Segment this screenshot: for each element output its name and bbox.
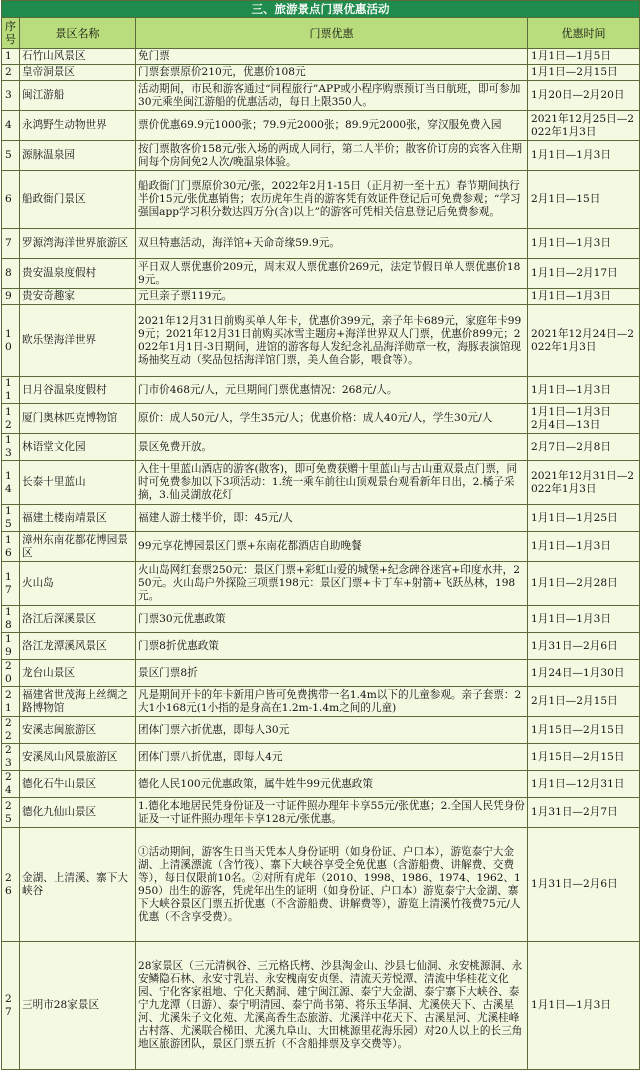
row-time: 2月1日—15日	[528, 171, 640, 229]
row-time: 1月1日—12月31日	[528, 771, 640, 798]
row-number: 6	[2, 171, 20, 229]
row-scenic-name: 永鸿野生动物世界	[20, 111, 136, 141]
row-number: 10	[2, 305, 20, 377]
row-time: 2021年12月24日—2022年1月3日	[528, 305, 640, 377]
row-number: 25	[2, 798, 20, 828]
row-time: 1月1日—1月3日	[528, 229, 640, 259]
row-scenic-name: 皇帝洞景区	[20, 65, 136, 81]
row-number: 21	[2, 687, 20, 717]
row-offer: 28家景区（三元清枫谷、三元格氏栲、沙县淘金山、沙县七仙洞、永安桃源洞、永安鳞隐石林、永安寸乳岩、永安槐南安贞堡、清流天芳悦潭、清流中华桂花文化园、宁化客家祖地、宁化天鹅洞、建宁闽江源、泰宁大金湖、泰宁寨下大峡谷、泰宁九龙潭（日游）、泰宁明清园、泰宁尚书第、将乐玉华洞、尤溪侠天下、古溪星河、尤溪朱子文化苑、尤溪高香生态旅游、尤溪洋中花天下、古溪星河、尤溪桂峰古村落、尤溪联合梯田、尤溪九阜山、大田桃源里花海乐园）对20人以上的长三角地区旅游团队，景区门票五折（不含船排票及享交费等）。	[136, 942, 528, 1070]
table-row	[2, 111, 640, 141]
row-offer: 原价：成人50元/人，学生35元/人；优惠价格：成人40元/人，学生30元/人	[136, 404, 528, 434]
row-number: 20	[2, 660, 20, 687]
row-scenic-name: 漳州东南花都花博园景区	[20, 532, 136, 562]
row-time: 2月1日—2月15日	[528, 687, 640, 717]
row-scenic-name: 厦门奥林匹克博物馆	[20, 404, 136, 434]
row-time: 1月1日—1月3日	[528, 532, 640, 562]
row-number: 23	[2, 744, 20, 771]
row-offer: 团体门票八折优惠，即每人4元	[136, 744, 528, 771]
row-number: 5	[2, 141, 20, 171]
row-offer: 门票30元优惠政策	[136, 606, 528, 633]
table-row	[2, 828, 640, 942]
row-offer: 景区门票8折	[136, 660, 528, 687]
row-scenic-name: 福建省世茂海上丝绸之路博物馆	[20, 687, 136, 717]
row-offer: 德化人民100元优惠政策，属牛姓牛99元优惠政策	[136, 771, 528, 798]
row-number: 27	[2, 942, 20, 1070]
table-row	[2, 771, 640, 798]
row-scenic-name: 德化石牛山景区	[20, 771, 136, 798]
row-time: 2021年12月25日—2022年1月3日	[528, 111, 640, 141]
table-row	[2, 49, 640, 65]
row-time: 1月1日—2月17日	[528, 259, 640, 289]
row-offer: 火山岛网红套票250元：景区门票+彩虹山爱的城堡+纪念碑谷迷宫+印度水井，250元。火山岛户外探险三项票198元：景区门票+卡丁车+射箭+飞跃丛林，198元。	[136, 562, 528, 606]
table-row	[2, 606, 640, 633]
header-name: 景区名称	[20, 18, 136, 49]
row-time: 1月1日—1月3日	[528, 141, 640, 171]
row-scenic-name: 石竹山风景区	[20, 49, 136, 65]
row-number: 17	[2, 562, 20, 606]
row-number: 16	[2, 532, 20, 562]
row-scenic-name: 林语堂文化园	[20, 434, 136, 461]
table-row	[2, 687, 640, 717]
row-time: 2021年12月31日—2022年1月3日	[528, 461, 640, 505]
row-offer: 福建人游土楼半价，即：45元/人	[136, 505, 528, 532]
row-scenic-name: 贵安奇趣家	[20, 289, 136, 305]
row-number: 15	[2, 505, 20, 532]
table-row	[2, 229, 640, 259]
row-number: 26	[2, 828, 20, 942]
row-scenic-name: 福建土楼南靖景区	[20, 505, 136, 532]
row-offer: 免门票	[136, 49, 528, 65]
row-scenic-name: 船政衙门景区	[20, 171, 136, 229]
row-time: 1月15日—2月15日	[528, 744, 640, 771]
table-row	[2, 377, 640, 404]
table-row	[2, 81, 640, 111]
row-number: 13	[2, 434, 20, 461]
header-time: 优惠时间	[528, 18, 640, 49]
table-row	[2, 141, 640, 171]
row-scenic-name: 三明市28家景区	[20, 942, 136, 1070]
row-scenic-name: 安溪志闽旅游区	[20, 717, 136, 744]
table-row	[2, 717, 640, 744]
table-row	[2, 798, 640, 828]
row-number: 7	[2, 229, 20, 259]
row-scenic-name: 贵安温泉度假村	[20, 259, 136, 289]
row-scenic-name: 源脉温泉园	[20, 141, 136, 171]
table-header-row	[2, 18, 640, 49]
table-row	[2, 259, 640, 289]
row-scenic-name: 龙台山景区	[20, 660, 136, 687]
row-number: 11	[2, 377, 20, 404]
row-number: 9	[2, 289, 20, 305]
row-offer: ①活动期间，游客生日当天凭本人身份证明（如身份证、户口本），游览泰宁大金湖、上清溪漂流（含竹筏）、寨下大峡谷享受全免优惠（含游船费、讲解费、交费等），每日仅限前10名。②对所有虎年（2010、1998、1986、1974、1962、1950）出生的游客，凭虎年出生的证明（如身份证、户口本）游览泰宁大金湖、寨下大峡谷景区门票五折优惠（不含游船费、讲解费等），游览上清溪竹筏费75元/人优惠（不含享受费）。	[136, 828, 528, 942]
table-row	[2, 434, 640, 461]
table-row	[2, 65, 640, 81]
row-scenic-name: 金湖、上清溪、寨下大峡谷	[20, 828, 136, 942]
row-number: 19	[2, 633, 20, 660]
row-time: 2月7日—2月8日	[528, 434, 640, 461]
header-no: 序号	[2, 18, 20, 49]
row-scenic-name: 德化九仙山景区	[20, 798, 136, 828]
row-scenic-name: 罗源湾海洋世界旅游区	[20, 229, 136, 259]
table-row	[2, 461, 640, 505]
table-row	[2, 633, 640, 660]
row-offer: 2021年12月31日前购买单人年卡，优惠价399元，亲子年卡689元，家庭年卡999元；2021年12月31日前购买冰雪主题房+海洋世界双人门票，优惠价899元；2022年1月1日-3日期间，进馆的游客每人发纪念礼品海洋勋章一枚，海豚表演馆现场抽奖互动（奖品包括海洋馆门票，美人鱼合影，喂食等）。	[136, 305, 528, 377]
row-number: 4	[2, 111, 20, 141]
row-scenic-name: 洛江龙潭溪风景区	[20, 633, 136, 660]
row-offer: 景区免费开放。	[136, 434, 528, 461]
row-time: 1月31日—2月6日	[528, 828, 640, 942]
row-offer: 元旦亲子票119元。	[136, 289, 528, 305]
row-offer: 票价优惠69.9元1000张；79.9元2000张；89.9元2000张，穿汉服免费入园	[136, 111, 528, 141]
row-number: 22	[2, 717, 20, 744]
row-time: 1月1日—1月25日	[528, 505, 640, 532]
table-row	[2, 942, 640, 1070]
table-row	[2, 532, 640, 562]
row-time: 1月20日—2月20日	[528, 81, 640, 111]
table-row	[2, 404, 640, 434]
header-offer: 门票优惠	[136, 18, 528, 49]
row-offer: 门市价468元/人，元旦期间门票优惠情况：268元/人。	[136, 377, 528, 404]
row-time: 1月31日—2月6日	[528, 633, 640, 660]
row-number: 8	[2, 259, 20, 289]
table-row	[2, 744, 640, 771]
row-time: 1月24日—1月30日	[528, 660, 640, 687]
row-scenic-name: 洛江后深溪景区	[20, 606, 136, 633]
row-number: 14	[2, 461, 20, 505]
row-offer: 船政衙门门票原价30元/张，2022年2月1-15日（正月初一至十五）春节期间执行半价15元/张优惠销售；农历虎年生肖的游客凭有效证件登记后可免费参观；“学习强国app学习积分数达四万分(含)以上”的游客可凭相关信息登记后免费参观。	[136, 171, 528, 229]
row-scenic-name: 安溪凤山风景旅游区	[20, 744, 136, 771]
table-row	[2, 289, 640, 305]
row-scenic-name: 日月谷温泉度假村	[20, 377, 136, 404]
row-number: 1	[2, 49, 20, 65]
row-time: 1月1日—1月3日 2月4日—13日	[528, 404, 640, 434]
table-title: 三、旅游景点门票优惠活动	[2, 1, 640, 18]
row-offer: 凡是期间开卡的年卡新用户皆可免费携带一名1.4m以下的儿童参观。亲子套票：2大1小168元(1小指的是身高在1.2m-1.4m之间的儿童)	[136, 687, 528, 717]
table-row	[2, 305, 640, 377]
row-offer: 按门票散客价158元/张入场的两成人同行，第二人半价；散客价订房的宾客入住期间每个房间免2人次/晚温泉体验。	[136, 141, 528, 171]
row-time: 1月1日—2月15日	[528, 65, 640, 81]
table-row	[2, 660, 640, 687]
row-time: 1月1日—1月3日	[528, 942, 640, 1070]
row-number: 3	[2, 81, 20, 111]
row-offer: 团体门票六折优惠，即每人30元	[136, 717, 528, 744]
table-row	[2, 171, 640, 229]
row-scenic-name: 闽江游船	[20, 81, 136, 111]
table-body	[2, 1, 640, 1070]
row-offer: 门票套票原价210元，优惠价108元	[136, 65, 528, 81]
row-time: 1月31日—2月7日	[528, 798, 640, 828]
row-time: 1月1日—2月28日	[528, 562, 640, 606]
row-scenic-name: 欧乐堡海洋世界	[20, 305, 136, 377]
row-number: 12	[2, 404, 20, 434]
table-caption-row	[2, 1, 640, 18]
row-offer: 1.德化本地居民凭身份证及一寸证件照办理年卡享55元/张优惠；2.全国人民凭身份证及一寸证件照办理年卡享128元/张优惠。	[136, 798, 528, 828]
row-scenic-name: 长泰十里蓝山	[20, 461, 136, 505]
row-time: 1月1日—1月3日	[528, 377, 640, 404]
row-scenic-name: 火山岛	[20, 562, 136, 606]
table-row	[2, 505, 640, 532]
table-row	[2, 562, 640, 606]
row-time: 1月1日—1月5日	[528, 49, 640, 65]
row-offer: 活动期间，市民和游客通过“同程旅行”APP或小程序购票预订当日航班，即可参加30元乘坐闽江游船的优惠活动，每日上限350人。	[136, 81, 528, 111]
row-offer: 99元享花博园景区门票+东南花都酒店自助晚餐	[136, 532, 528, 562]
row-time: 1月15日—2月15日	[528, 717, 640, 744]
row-number: 24	[2, 771, 20, 798]
row-time: 1月1日—1月3日	[528, 606, 640, 633]
row-offer: 平日双人票优惠价209元，周末双人票优惠价269元，法定节假日单人票优惠价189元。	[136, 259, 528, 289]
row-offer: 双旦特惠活动，海洋馆+天命奇缘59.9元。	[136, 229, 528, 259]
discount-table-container	[1, 0, 639, 1070]
row-time: 1月1日—1月3日	[528, 289, 640, 305]
row-number: 18	[2, 606, 20, 633]
row-number: 2	[2, 65, 20, 81]
discount-table	[1, 0, 640, 1070]
row-offer: 门票8折优惠政策	[136, 633, 528, 660]
row-offer: 入住十里蓝山酒店的游客(散客)，即可免费获赠十里蓝山与古山重双景点门票，同时可免费参加以下3项活动：1.统一乘车前往山顶观景台观看新年日出，2.橘子采摘，3.仙灵湖放花灯	[136, 461, 528, 505]
